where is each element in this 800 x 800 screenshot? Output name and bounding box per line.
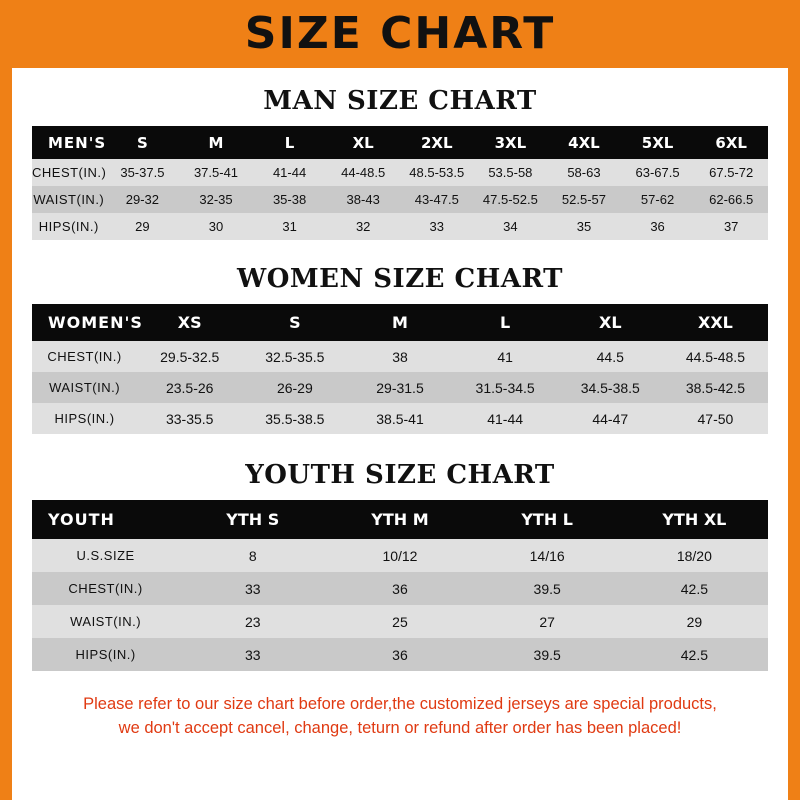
cell: 35.5-38.5 <box>242 403 347 434</box>
row-label: WAIST(IN.) <box>32 605 179 638</box>
table-row <box>32 341 768 372</box>
cell: 32.5-35.5 <box>242 341 347 372</box>
cell: 47.5-52.5 <box>474 186 548 213</box>
cell: 35-38 <box>253 186 327 213</box>
women-header-cell: XL <box>558 304 663 341</box>
cell: 38-43 <box>326 186 400 213</box>
women-table-head <box>32 304 768 341</box>
man-size-table <box>32 126 768 240</box>
cell: 39.5 <box>474 572 621 605</box>
row-label: HIPS(IN.) <box>32 213 106 240</box>
table-header-row <box>32 500 768 539</box>
cell: 43-47.5 <box>400 186 474 213</box>
man-header-cell: 6XL <box>694 126 768 159</box>
women-table-body <box>32 341 768 434</box>
youth-table-body <box>32 539 768 671</box>
cell: 26-29 <box>242 372 347 403</box>
cell: 41-44 <box>253 159 327 186</box>
cell: 38.5-41 <box>347 403 452 434</box>
row-label: HIPS(IN.) <box>32 403 137 434</box>
women-size-table <box>32 304 768 434</box>
cell: 38.5-42.5 <box>663 372 768 403</box>
cell: 32-35 <box>179 186 253 213</box>
cell: 44-48.5 <box>326 159 400 186</box>
cell: 33 <box>179 638 326 671</box>
row-label: WAIST(IN.) <box>32 372 137 403</box>
cell: 29-32 <box>106 186 180 213</box>
cell: 41-44 <box>453 403 558 434</box>
table-row <box>32 372 768 403</box>
cell: 52.5-57 <box>547 186 621 213</box>
man-table-body <box>32 159 768 240</box>
cell: 29 <box>621 605 768 638</box>
row-label: U.S.SIZE <box>32 539 179 572</box>
cell: 30 <box>179 213 253 240</box>
youth-section-title: YOUTH SIZE CHART <box>245 460 555 490</box>
cell: 34.5-38.5 <box>558 372 663 403</box>
cell: 39.5 <box>474 638 621 671</box>
cell: 29-31.5 <box>347 372 452 403</box>
table-row <box>32 213 768 240</box>
cell: 53.5-58 <box>474 159 548 186</box>
cell: 47-50 <box>663 403 768 434</box>
table-header-row <box>32 304 768 341</box>
cell: 23.5-26 <box>137 372 242 403</box>
man-section-title: MAN SIZE CHART <box>263 86 537 116</box>
youth-header-cell: YTH XL <box>621 500 768 539</box>
cell: 8 <box>179 539 326 572</box>
youth-table-head <box>32 500 768 539</box>
man-header-cell: 3XL <box>474 126 548 159</box>
cell: 33 <box>400 213 474 240</box>
cell: 29 <box>106 213 180 240</box>
cell: 36 <box>621 213 695 240</box>
cell: 32 <box>326 213 400 240</box>
cell: 14/16 <box>474 539 621 572</box>
cell: 57-62 <box>621 186 695 213</box>
cell: 29.5-32.5 <box>137 341 242 372</box>
cell: 18/20 <box>621 539 768 572</box>
cell: 67.5-72 <box>694 159 768 186</box>
content <box>12 86 788 741</box>
row-label: CHEST(IN.) <box>32 572 179 605</box>
cell: 35-37.5 <box>106 159 180 186</box>
cell: 31 <box>253 213 327 240</box>
cell: 23 <box>179 605 326 638</box>
women-section-title: WOMEN SIZE CHART <box>237 264 563 294</box>
row-label: CHEST(IN.) <box>32 159 106 186</box>
cell: 35 <box>547 213 621 240</box>
cell: 38 <box>347 341 452 372</box>
cell: 44.5-48.5 <box>663 341 768 372</box>
women-header-cell: L <box>453 304 558 341</box>
table-header-row <box>32 126 768 159</box>
row-label: WAIST(IN.) <box>32 186 106 213</box>
table-row <box>32 403 768 434</box>
table-row <box>32 159 768 186</box>
row-label: CHEST(IN.) <box>32 341 137 372</box>
cell: 42.5 <box>621 638 768 671</box>
youth-header-cell: YTH M <box>326 500 473 539</box>
notice-line-1: Please refer to our size chart before order,the customized jerseys are special products, <box>83 695 717 713</box>
man-header-cell: 4XL <box>547 126 621 159</box>
cell: 34 <box>474 213 548 240</box>
table-row <box>32 638 768 671</box>
cell: 36 <box>326 572 473 605</box>
man-header-cell: S <box>106 126 180 159</box>
cell: 41 <box>453 341 558 372</box>
women-header-cell: XS <box>137 304 242 341</box>
row-label: HIPS(IN.) <box>32 638 179 671</box>
table-row <box>32 572 768 605</box>
cell: 25 <box>326 605 473 638</box>
women-header-cell: S <box>242 304 347 341</box>
cell: 10/12 <box>326 539 473 572</box>
youth-header-cell: YTH S <box>179 500 326 539</box>
youth-size-table <box>32 500 768 671</box>
youth-header-cell: YTH L <box>474 500 621 539</box>
man-header-cell: XL <box>326 126 400 159</box>
man-header-cell: 2XL <box>400 126 474 159</box>
cell: 33 <box>179 572 326 605</box>
cell: 37 <box>694 213 768 240</box>
man-header-label: MEN'S <box>32 126 106 159</box>
man-header-cell: M <box>179 126 253 159</box>
women-header-cell: M <box>347 304 452 341</box>
cell: 31.5-34.5 <box>453 372 558 403</box>
cell: 33-35.5 <box>137 403 242 434</box>
cell: 63-67.5 <box>621 159 695 186</box>
cell: 37.5-41 <box>179 159 253 186</box>
cell: 27 <box>474 605 621 638</box>
table-row <box>32 605 768 638</box>
cell: 58-63 <box>547 159 621 186</box>
banner <box>0 0 800 68</box>
cell: 42.5 <box>621 572 768 605</box>
cell: 62-66.5 <box>694 186 768 213</box>
table-row <box>32 186 768 213</box>
man-header-cell: L <box>253 126 327 159</box>
man-header-cell: 5XL <box>621 126 695 159</box>
cell: 44-47 <box>558 403 663 434</box>
page-title: SIZE CHART <box>244 8 556 59</box>
cell: 44.5 <box>558 341 663 372</box>
women-header-label: WOMEN'S <box>32 304 137 341</box>
order-notice <box>32 693 768 741</box>
cell: 48.5-53.5 <box>400 159 474 186</box>
women-header-cell: XXL <box>663 304 768 341</box>
youth-header-label: YOUTH <box>32 500 179 539</box>
cell: 36 <box>326 638 473 671</box>
table-row <box>32 539 768 572</box>
man-table-head <box>32 126 768 159</box>
notice-line-2: we don't accept cancel, change, teturn or refund after order has been placed! <box>118 718 682 737</box>
